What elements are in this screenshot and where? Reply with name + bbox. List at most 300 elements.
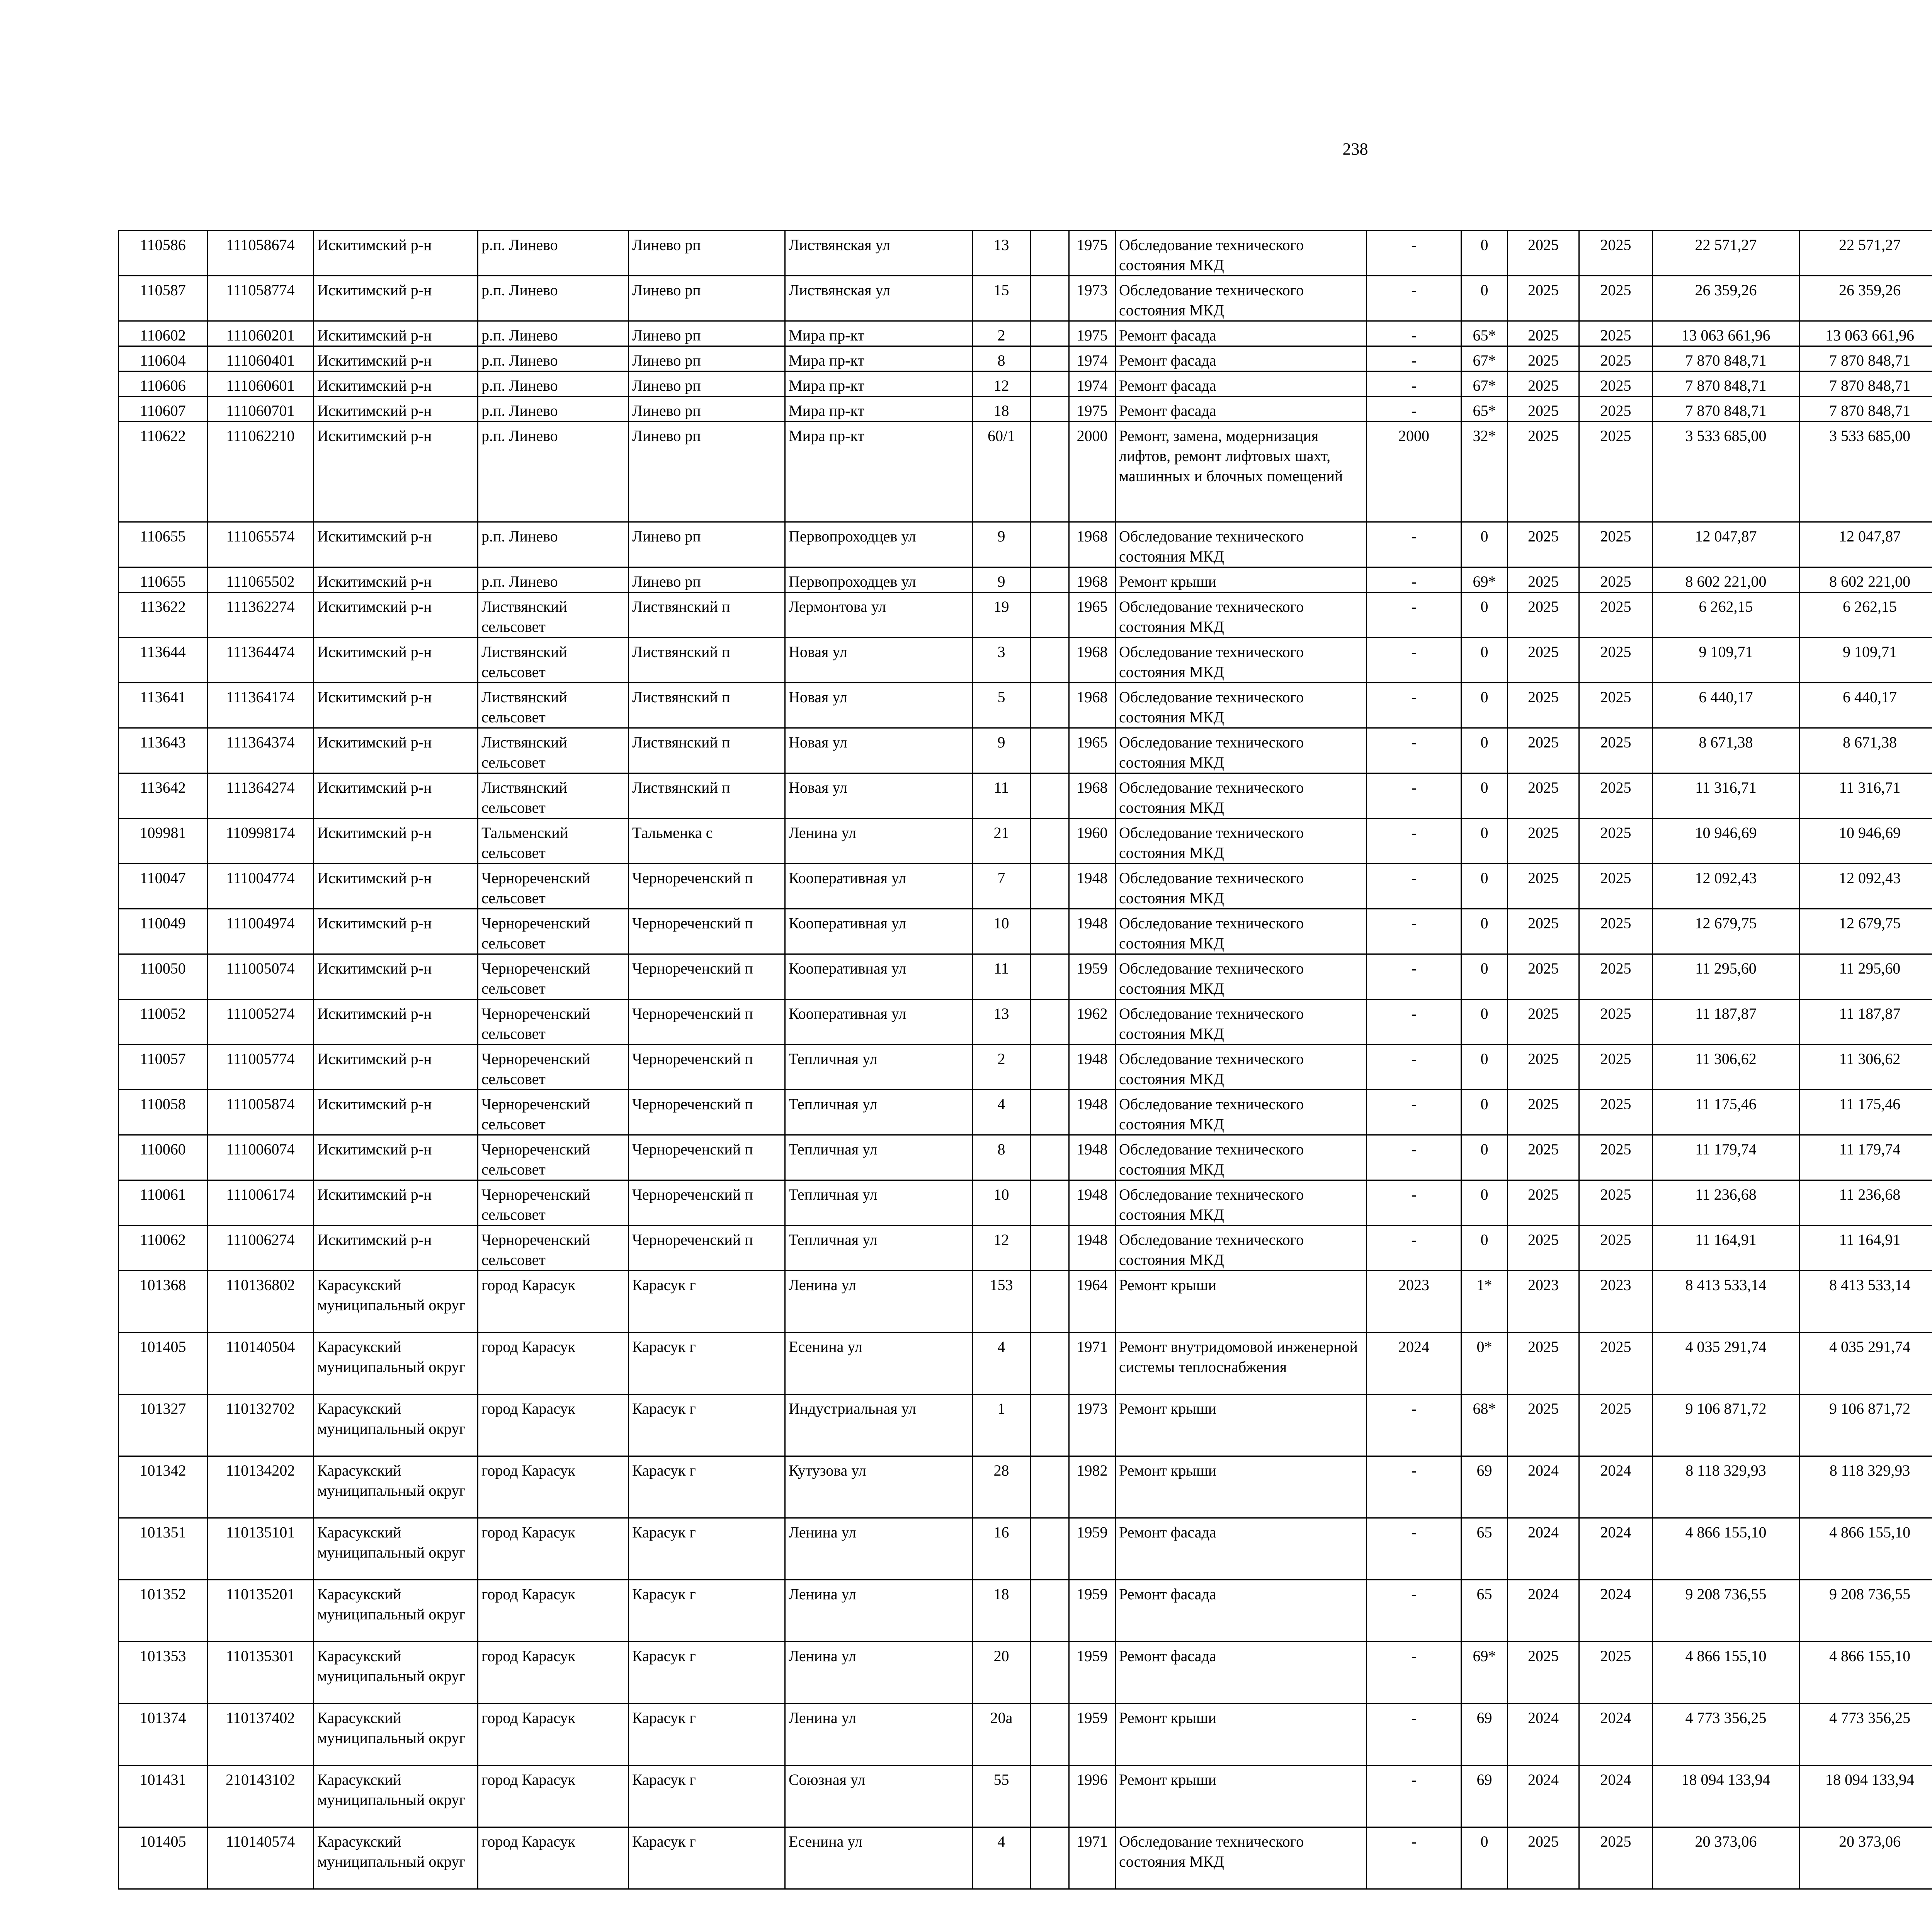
wear-cell: 0 [1461,1090,1508,1135]
total-cost-cell: 12 092,43 [1653,864,1799,909]
table-row [119,864,1932,909]
total-cost-cell: 4 773 356,25 [1653,1704,1799,1765]
plan-end-cell: 2025 [1579,1180,1653,1226]
build-year-cell: 1962 [1069,999,1116,1045]
total-cost-cell: 11 164,91 [1653,1226,1799,1271]
house-number-cell: 1 [973,1394,1031,1456]
build-year-cell: 1959 [1069,954,1116,999]
settlement-cell: Карасук г [629,1518,785,1580]
house-number-cell: 16 [973,1518,1031,1580]
fund-cost-cell: 9 208 736,55 [1799,1580,1932,1642]
plan-end-cell: 2025 [1579,864,1653,909]
table-row [119,1704,1932,1765]
row-code-cell: 111362274 [207,592,314,638]
street-cell: Кутузова ул [785,1456,973,1518]
wear-cell: 65 [1461,1580,1508,1642]
row-code-cell: 111006074 [207,1135,314,1180]
house-number-cell: 9 [973,522,1031,567]
house-number-cell: 153 [973,1271,1031,1333]
house-number-cell: 20а [973,1704,1031,1765]
last-repair-cell: - [1367,1765,1461,1827]
house-number-cell: 13 [973,999,1031,1045]
work-type-cell: Обследование технического состояния МКД [1116,728,1367,773]
wear-cell: 69 [1461,1765,1508,1827]
row-id-cell: 101342 [119,1456,207,1518]
street-cell: Тепличная ул [785,1180,973,1226]
build-year-cell: 1948 [1069,1226,1116,1271]
municipality-cell: Листвянский сельсовет [478,638,629,683]
row-id-cell: 110050 [119,954,207,999]
table-row [119,1271,1932,1333]
district-cell: Искитимский р-н [314,1045,478,1090]
table-row [119,1580,1932,1642]
plan-end-cell: 2025 [1579,397,1653,422]
street-cell: Новая ул [785,638,973,683]
last-repair-cell: - [1367,1180,1461,1226]
municipality-cell: р.п. Линево [478,522,629,567]
total-cost-cell: 11 295,60 [1653,954,1799,999]
district-cell: Искитимский р-н [314,999,478,1045]
build-year-cell: 1968 [1069,567,1116,592]
fund-cost-cell: 7 870 848,71 [1799,371,1932,397]
last-repair-cell: - [1367,592,1461,638]
municipality-cell: Чернореченский сельсовет [478,909,629,954]
fund-cost-cell: 13 063 661,96 [1799,321,1932,346]
row-code-cell: 111364374 [207,728,314,773]
plan-end-cell: 2025 [1579,1642,1653,1704]
street-cell: Ленина ул [785,1518,973,1580]
settlement-cell: Линево рп [629,567,785,592]
plan-end-cell: 2025 [1579,819,1653,864]
row-code-cell: 111065502 [207,567,314,592]
plan-start-cell: 2025 [1508,371,1579,397]
settlement-cell: Карасук г [629,1827,785,1889]
build-year-cell: 1948 [1069,1090,1116,1135]
settlement-cell: Листвянский п [629,773,785,819]
table-row [119,1456,1932,1518]
house-number-cell: 20 [973,1642,1031,1704]
plan-end-cell: 2025 [1579,422,1653,522]
row-code-cell: 111004774 [207,864,314,909]
municipality-cell: Тальменский сельсовет [478,819,629,864]
plan-end-cell: 2025 [1579,567,1653,592]
house-number-cell: 12 [973,371,1031,397]
plan-end-cell: 2024 [1579,1704,1653,1765]
district-cell: Карасукский муниципальный округ [314,1704,478,1765]
plan-end-cell: 2024 [1579,1580,1653,1642]
row-code-cell: 111058774 [207,276,314,321]
district-cell: Карасукский муниципальный округ [314,1580,478,1642]
work-type-cell: Ремонт фасада [1116,1518,1367,1580]
district-cell: Карасукский муниципальный округ [314,1827,478,1889]
plan-end-cell: 2025 [1579,1135,1653,1180]
work-type-cell: Обследование технического состояния МКД [1116,999,1367,1045]
municipality-cell: Листвянский сельсовет [478,728,629,773]
table-row [119,1333,1932,1394]
last-repair-cell: - [1367,819,1461,864]
district-cell: Карасукский муниципальный округ [314,1518,478,1580]
wear-cell: 0 [1461,522,1508,567]
street-cell: Новая ул [785,728,973,773]
row-id-cell: 110602 [119,321,207,346]
plan-start-cell: 2025 [1508,592,1579,638]
wear-cell: 0 [1461,683,1508,728]
build-year-cell: 1973 [1069,276,1116,321]
last-repair-cell: - [1367,999,1461,1045]
settlement-cell: Карасук г [629,1456,785,1518]
table-row [119,397,1932,422]
work-type-cell: Обследование технического состояния МКД [1116,683,1367,728]
work-type-cell: Обследование технического состояния МКД [1116,819,1367,864]
district-cell: Искитимский р-н [314,909,478,954]
settlement-cell: Чернореченский п [629,1045,785,1090]
table-row [119,909,1932,954]
total-cost-cell: 20 373,06 [1653,1827,1799,1889]
settlement-cell: Карасук г [629,1642,785,1704]
row-code-cell: 111058674 [207,231,314,276]
last-repair-cell: - [1367,346,1461,371]
table-row [119,1045,1932,1090]
wear-cell: 67* [1461,371,1508,397]
settlement-cell: Чернореченский п [629,954,785,999]
table-row [119,1765,1932,1827]
wear-cell: 65* [1461,397,1508,422]
last-repair-cell: - [1367,683,1461,728]
build-year-cell: 1960 [1069,819,1116,864]
settlement-cell: Карасук г [629,1394,785,1456]
building-cell [1031,346,1069,371]
municipality-cell: город Карасук [478,1333,629,1394]
municipality-cell: р.п. Линево [478,346,629,371]
street-cell: Мира пр-кт [785,397,973,422]
fund-cost-cell: 7 870 848,71 [1799,397,1932,422]
work-type-cell: Обследование технического состояния МКД [1116,1135,1367,1180]
last-repair-cell: - [1367,1226,1461,1271]
plan-end-cell: 2025 [1579,1394,1653,1456]
house-number-cell: 5 [973,683,1031,728]
fund-cost-cell: 12 047,87 [1799,522,1932,567]
building-cell [1031,1827,1069,1889]
build-year-cell: 1996 [1069,1765,1116,1827]
district-cell: Искитимский р-н [314,728,478,773]
municipality-cell: Чернореченский сельсовет [478,954,629,999]
house-number-cell: 28 [973,1456,1031,1518]
municipality-cell: р.п. Линево [478,371,629,397]
total-cost-cell: 4 035 291,74 [1653,1333,1799,1394]
plan-start-cell: 2025 [1508,397,1579,422]
wear-cell: 0 [1461,231,1508,276]
last-repair-cell: - [1367,567,1461,592]
district-cell: Искитимский р-н [314,231,478,276]
work-type-cell: Обследование технического состояния МКД [1116,954,1367,999]
fund-cost-cell: 4 866 155,10 [1799,1518,1932,1580]
row-id-cell: 110047 [119,864,207,909]
house-number-cell: 4 [973,1090,1031,1135]
plan-start-cell: 2025 [1508,231,1579,276]
build-year-cell: 1975 [1069,231,1116,276]
fund-cost-cell: 6 440,17 [1799,683,1932,728]
municipality-cell: город Карасук [478,1642,629,1704]
plan-end-cell: 2025 [1579,1827,1653,1889]
total-cost-cell: 9 109,71 [1653,638,1799,683]
wear-cell: 1* [1461,1271,1508,1333]
plan-start-cell: 2025 [1508,909,1579,954]
row-code-cell: 210143102 [207,1765,314,1827]
settlement-cell: Карасук г [629,1580,785,1642]
work-type-cell: Ремонт крыши [1116,1704,1367,1765]
last-repair-cell: - [1367,638,1461,683]
table-row [119,567,1932,592]
district-cell: Карасукский муниципальный округ [314,1765,478,1827]
row-id-cell: 113644 [119,638,207,683]
build-year-cell: 1948 [1069,1045,1116,1090]
house-number-cell: 2 [973,1045,1031,1090]
street-cell: Тепличная ул [785,1090,973,1135]
building-cell [1031,276,1069,321]
build-year-cell: 1971 [1069,1333,1116,1394]
building-cell [1031,231,1069,276]
build-year-cell: 1973 [1069,1394,1116,1456]
municipality-cell: Чернореченский сельсовет [478,1180,629,1226]
total-cost-cell: 11 316,71 [1653,773,1799,819]
municipality-cell: р.п. Линево [478,397,629,422]
wear-cell: 0 [1461,773,1508,819]
wear-cell: 0 [1461,728,1508,773]
fund-cost-cell: 8 671,38 [1799,728,1932,773]
district-cell: Искитимский р-н [314,819,478,864]
last-repair-cell: - [1367,864,1461,909]
build-year-cell: 1971 [1069,1827,1116,1889]
plan-end-cell: 2025 [1579,909,1653,954]
district-cell: Искитимский р-н [314,1226,478,1271]
settlement-cell: Чернореченский п [629,1226,785,1271]
plan-end-cell: 2025 [1579,231,1653,276]
last-repair-cell: - [1367,909,1461,954]
total-cost-cell: 9 106 871,72 [1653,1394,1799,1456]
fund-cost-cell: 3 533 685,00 [1799,422,1932,522]
last-repair-cell: - [1367,1394,1461,1456]
row-code-cell: 111060701 [207,397,314,422]
work-type-cell: Обследование технического состояния МКД [1116,1090,1367,1135]
municipality-cell: Листвянский сельсовет [478,683,629,728]
settlement-cell: Листвянский п [629,638,785,683]
build-year-cell: 1968 [1069,773,1116,819]
street-cell: Ленина ул [785,1642,973,1704]
wear-cell: 0 [1461,592,1508,638]
plan-start-cell: 2025 [1508,954,1579,999]
plan-start-cell: 2025 [1508,728,1579,773]
settlement-cell: Тальменка с [629,819,785,864]
building-cell [1031,522,1069,567]
row-id-cell: 101353 [119,1642,207,1704]
fund-cost-cell: 4 035 291,74 [1799,1333,1932,1394]
row-code-cell: 111005274 [207,999,314,1045]
settlement-cell: Линево рп [629,522,785,567]
plan-end-cell: 2025 [1579,321,1653,346]
house-number-cell: 8 [973,346,1031,371]
table-row [119,1827,1932,1889]
plan-start-cell: 2025 [1508,1090,1579,1135]
wear-cell: 0 [1461,1827,1508,1889]
street-cell: Первопроходцев ул [785,522,973,567]
total-cost-cell: 7 870 848,71 [1653,371,1799,397]
street-cell: Первопроходцев ул [785,567,973,592]
building-cell [1031,999,1069,1045]
build-year-cell: 1975 [1069,397,1116,422]
municipality-cell: р.п. Линево [478,422,629,522]
district-cell: Искитимский р-н [314,592,478,638]
fund-cost-cell: 8 602 221,00 [1799,567,1932,592]
building-cell [1031,683,1069,728]
municipality-cell: Чернореченский сельсовет [478,864,629,909]
total-cost-cell: 22 571,27 [1653,231,1799,276]
work-type-cell: Ремонт крыши [1116,1765,1367,1827]
street-cell: Новая ул [785,773,973,819]
street-cell: Мира пр-кт [785,371,973,397]
settlement-cell: Линево рп [629,346,785,371]
municipality-cell: Чернореченский сельсовет [478,999,629,1045]
row-code-cell: 111005074 [207,954,314,999]
work-type-cell: Обследование технического состояния МКД [1116,231,1367,276]
plan-end-cell: 2025 [1579,592,1653,638]
table-row [119,346,1932,371]
wear-cell: 0 [1461,819,1508,864]
build-year-cell: 2000 [1069,422,1116,522]
house-number-cell: 60/1 [973,422,1031,522]
row-code-cell: 110135301 [207,1642,314,1704]
total-cost-cell: 4 866 155,10 [1653,1642,1799,1704]
fund-cost-cell: 8 413 533,14 [1799,1271,1932,1333]
last-repair-cell: - [1367,1135,1461,1180]
street-cell: Есенина ул [785,1333,973,1394]
wear-cell: 0 [1461,1045,1508,1090]
building-cell [1031,954,1069,999]
fund-cost-cell: 9 106 871,72 [1799,1394,1932,1456]
table-row [119,638,1932,683]
total-cost-cell: 6 262,15 [1653,592,1799,638]
building-cell [1031,1271,1069,1333]
settlement-cell: Линево рп [629,422,785,522]
total-cost-cell: 11 236,68 [1653,1180,1799,1226]
work-type-cell: Ремонт крыши [1116,1456,1367,1518]
fund-cost-cell: 11 175,46 [1799,1090,1932,1135]
building-cell [1031,321,1069,346]
total-cost-cell: 11 187,87 [1653,999,1799,1045]
street-cell: Тепличная ул [785,1135,973,1180]
street-cell: Кооперативная ул [785,954,973,999]
table-row [119,773,1932,819]
last-repair-cell: - [1367,397,1461,422]
row-id-cell: 110062 [119,1226,207,1271]
row-id-cell: 110587 [119,276,207,321]
fund-cost-cell: 11 306,62 [1799,1045,1932,1090]
fund-cost-cell: 11 316,71 [1799,773,1932,819]
total-cost-cell: 11 306,62 [1653,1045,1799,1090]
plan-start-cell: 2025 [1508,773,1579,819]
table-row [119,522,1932,567]
total-cost-cell: 9 208 736,55 [1653,1580,1799,1642]
district-cell: Искитимский р-н [314,1090,478,1135]
total-cost-cell: 8 602 221,00 [1653,567,1799,592]
district-cell: Искитимский р-н [314,567,478,592]
plan-start-cell: 2024 [1508,1765,1579,1827]
table-row [119,1135,1932,1180]
house-number-cell: 12 [973,1226,1031,1271]
wear-cell: 0 [1461,864,1508,909]
work-type-cell: Обследование технического состояния МКД [1116,1827,1367,1889]
work-type-cell: Ремонт крыши [1116,567,1367,592]
plan-end-cell: 2024 [1579,1518,1653,1580]
house-number-cell: 18 [973,1580,1031,1642]
fund-cost-cell: 12 679,75 [1799,909,1932,954]
row-id-cell: 101374 [119,1704,207,1765]
plan-end-cell: 2025 [1579,1090,1653,1135]
house-number-cell: 18 [973,397,1031,422]
table-row [119,422,1932,522]
work-type-cell: Ремонт крыши [1116,1271,1367,1333]
last-repair-cell: - [1367,371,1461,397]
row-code-cell: 110140574 [207,1827,314,1889]
build-year-cell: 1975 [1069,321,1116,346]
page-number: 238 [1342,140,1368,158]
row-code-cell: 110140504 [207,1333,314,1394]
plan-end-cell: 2025 [1579,346,1653,371]
building-cell [1031,1704,1069,1765]
fund-cost-cell: 4 866 155,10 [1799,1642,1932,1704]
street-cell: Ленина ул [785,1580,973,1642]
building-cell [1031,592,1069,638]
street-cell: Мира пр-кт [785,346,973,371]
plan-end-cell: 2025 [1579,954,1653,999]
table-row [119,954,1932,999]
municipality-cell: р.п. Линево [478,321,629,346]
table-row [119,1180,1932,1226]
last-repair-cell: - [1367,1045,1461,1090]
work-type-cell: Обследование технического состояния МКД [1116,773,1367,819]
row-code-cell: 111060601 [207,371,314,397]
building-cell [1031,638,1069,683]
building-cell [1031,864,1069,909]
plan-end-cell: 2025 [1579,1333,1653,1394]
total-cost-cell: 4 866 155,10 [1653,1518,1799,1580]
municipality-cell: Чернореченский сельсовет [478,1135,629,1180]
last-repair-cell: - [1367,1827,1461,1889]
row-id-cell: 110057 [119,1045,207,1090]
plan-end-cell: 2025 [1579,728,1653,773]
work-type-cell: Обследование технического состояния МКД [1116,522,1367,567]
street-cell: Лермонтова ул [785,592,973,638]
build-year-cell: 1982 [1069,1456,1116,1518]
table-row [119,1642,1932,1704]
table-row [119,819,1932,864]
last-repair-cell: - [1367,954,1461,999]
municipality-cell: город Карасук [478,1394,629,1456]
wear-cell: 0* [1461,1333,1508,1394]
row-id-cell: 110058 [119,1090,207,1135]
plan-start-cell: 2025 [1508,864,1579,909]
last-repair-cell: - [1367,321,1461,346]
settlement-cell: Чернореченский п [629,1135,785,1180]
wear-cell: 0 [1461,1226,1508,1271]
plan-end-cell: 2025 [1579,773,1653,819]
wear-cell: 67* [1461,346,1508,371]
table-row [119,728,1932,773]
house-number-cell: 11 [973,954,1031,999]
district-cell: Искитимский р-н [314,954,478,999]
plan-end-cell: 2025 [1579,683,1653,728]
work-type-cell: Обследование технического состояния МКД [1116,1226,1367,1271]
settlement-cell: Листвянский п [629,728,785,773]
